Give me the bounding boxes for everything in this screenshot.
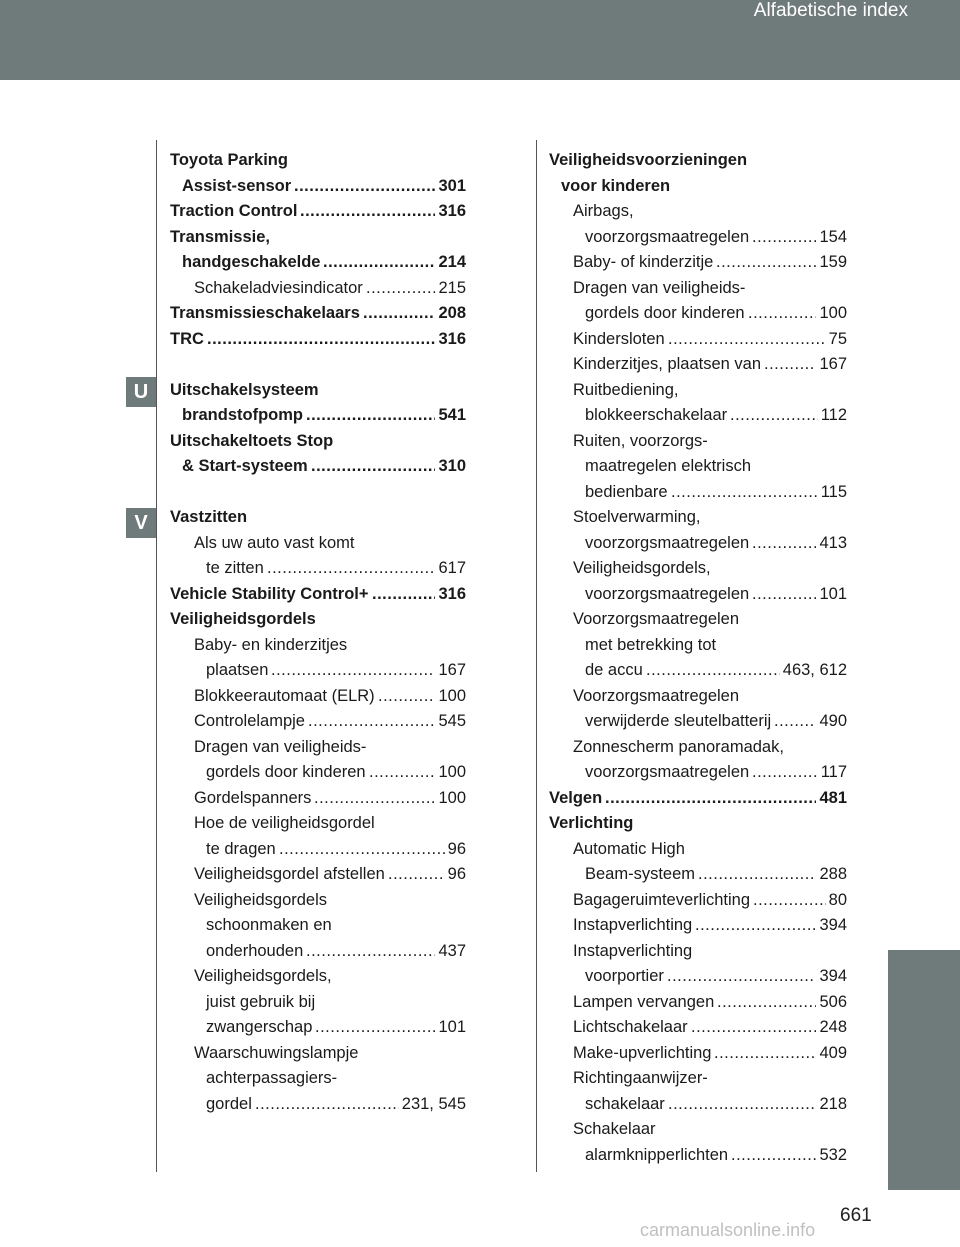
- index-term: voorzorgsmaatregelen: [585, 533, 750, 552]
- index-entry: [549, 225, 847, 251]
- index-entry: [549, 735, 847, 761]
- index-entry: [549, 276, 847, 302]
- index-entry: [170, 837, 466, 863]
- index-entry: [549, 1041, 847, 1067]
- index-term: Veiligheidsgordels: [170, 610, 316, 628]
- index-term: voorzorgsmaatregelen: [585, 763, 750, 781]
- index-entry: [170, 378, 466, 404]
- index-entry: [549, 199, 847, 225]
- page-reference[interactable]: 316: [438, 329, 466, 348]
- index-entry: [549, 148, 847, 174]
- dot-leader: [716, 250, 816, 276]
- index-term: Ruiten, voorzorgs-: [573, 431, 708, 450]
- index-entry: [170, 531, 466, 557]
- index-entry: [170, 429, 466, 455]
- page-reference[interactable]: 214: [438, 253, 466, 271]
- index-term: Veiligheidsgordels,: [194, 967, 332, 985]
- index-term: maatregelen elektrisch: [585, 457, 751, 475]
- page-reference[interactable]: 231, 545: [401, 1094, 466, 1113]
- index-term: Baby- of kinderzitje: [573, 253, 714, 271]
- dot-leader: [646, 658, 780, 684]
- dot-leader: [366, 276, 435, 302]
- page-reference[interactable]: 316: [438, 584, 466, 603]
- index-entry: [549, 658, 847, 684]
- page-reference[interactable]: 159: [819, 253, 847, 271]
- index-entry: [549, 1015, 847, 1041]
- dot-leader: [279, 837, 445, 863]
- page-reference[interactable]: 80: [828, 890, 847, 909]
- index-term: Uitschakelsysteem: [170, 380, 319, 399]
- dot-leader: [752, 760, 818, 786]
- dot-leader: [668, 1092, 816, 1118]
- index-term: Veiligheidsgordels,: [573, 559, 711, 577]
- index-entry: [170, 964, 466, 990]
- page-reference[interactable]: 490: [819, 712, 847, 730]
- index-entry: [549, 1066, 847, 1092]
- index-entry: [549, 1092, 847, 1118]
- page-reference[interactable]: 481: [819, 788, 847, 807]
- index-entry: [549, 1117, 847, 1143]
- index-term: gordels door kinderen: [585, 304, 745, 322]
- section-gap: [170, 480, 466, 506]
- page-number: 661: [840, 1205, 872, 1226]
- page-reference[interactable]: 215: [438, 278, 466, 297]
- letter-marker-v: V: [126, 508, 156, 538]
- dot-leader: [311, 454, 435, 480]
- dot-leader: [315, 1015, 435, 1041]
- index-entry: [170, 1041, 466, 1067]
- dot-leader: [748, 301, 816, 327]
- index-entry: [170, 454, 466, 480]
- dot-leader: [369, 760, 435, 786]
- index-term: Vastzitten: [170, 508, 248, 526]
- index-entry: [549, 1143, 847, 1169]
- index-term: Lichtschakelaar: [573, 1018, 688, 1036]
- index-term: Dragen van veiligheids-: [573, 278, 746, 297]
- index-entry: [170, 199, 466, 225]
- page-reference[interactable]: 541: [438, 406, 466, 424]
- page-reference[interactable]: 545: [438, 712, 466, 730]
- page-reference[interactable]: 101: [819, 584, 847, 603]
- index-entry: [549, 250, 847, 276]
- index-entry: [170, 633, 466, 659]
- index-term: onderhouden: [206, 941, 304, 960]
- index-entry: [549, 582, 847, 608]
- page-reference[interactable]: 101: [438, 1018, 466, 1036]
- index-term: te zitten: [206, 559, 264, 577]
- dot-leader: [255, 1092, 399, 1118]
- index-term: Zonnescherm panoramadak,: [573, 737, 784, 756]
- index-term: Transmissie,: [170, 227, 270, 246]
- index-entry: [170, 1092, 466, 1118]
- page-reference[interactable]: 100: [438, 763, 466, 781]
- index-term: & Start-systeem: [182, 457, 308, 475]
- index-term: voorzorgsmaatregelen: [585, 584, 750, 603]
- index-term: de accu: [585, 661, 643, 679]
- index-entry: [549, 454, 847, 480]
- dot-leader: [207, 327, 435, 353]
- dot-leader: [314, 786, 435, 812]
- index-entry: [549, 684, 847, 710]
- page-reference[interactable]: 394: [819, 967, 847, 985]
- page-reference[interactable]: 100: [438, 686, 466, 705]
- page-reference[interactable]: 617: [438, 559, 466, 577]
- index-term: Uitschakeltoets Stop: [170, 431, 334, 450]
- index-term: Kindersloten: [573, 329, 665, 348]
- page-reference[interactable]: 310: [438, 457, 466, 475]
- index-entry: [549, 174, 847, 200]
- index-term: handgeschakelde: [182, 253, 321, 271]
- index-term: plaatsen: [206, 661, 269, 679]
- dot-leader: [671, 480, 818, 506]
- index-term: TRC: [170, 329, 204, 348]
- index-term: Verlichting: [549, 814, 634, 832]
- index-entry: [170, 913, 466, 939]
- index-term: schoonmaken en: [206, 916, 332, 934]
- dot-leader: [294, 174, 435, 200]
- dot-leader: [752, 225, 816, 251]
- dot-leader: [730, 403, 818, 429]
- index-entry: [549, 811, 847, 837]
- index-entry: [549, 607, 847, 633]
- index-term: Instapverlichting: [573, 941, 693, 960]
- page-reference[interactable]: 437: [438, 941, 466, 960]
- index-term: blokkeerschakelaar: [585, 406, 728, 424]
- watermark: carmanualsonline.info: [640, 1220, 816, 1240]
- index-term: Voorzorgsmaatregelen: [573, 610, 740, 628]
- index-entry: [170, 276, 466, 302]
- dot-leader: [717, 990, 816, 1016]
- dot-leader: [388, 862, 445, 888]
- index-entry: [170, 327, 466, 353]
- section-title: Alfabetische index: [753, 0, 908, 21]
- index-term: met betrekking tot: [585, 635, 717, 654]
- index-term: gordels door kinderen: [206, 763, 366, 781]
- page-reference[interactable]: 463, 612: [782, 661, 847, 679]
- dot-leader: [691, 1015, 816, 1041]
- dot-leader: [271, 658, 435, 684]
- index-entry: [549, 556, 847, 582]
- index-entry: [549, 964, 847, 990]
- index-entry: [170, 658, 466, 684]
- index-entry: [170, 174, 466, 200]
- index-entry: [549, 327, 847, 353]
- dot-leader: [363, 301, 435, 327]
- dot-leader: [378, 684, 435, 710]
- index-term: Make-upverlichting: [573, 1043, 712, 1062]
- page-reference[interactable]: 167: [819, 355, 847, 373]
- index-term: bedienbare: [585, 482, 668, 501]
- page-reference[interactable]: 208: [438, 304, 466, 322]
- index-entry: [170, 403, 466, 429]
- index-entry: [549, 760, 847, 786]
- index-term: voor kinderen: [561, 176, 671, 195]
- page-reference[interactable]: 167: [438, 661, 466, 679]
- index-term: Beam-systeem: [585, 865, 696, 883]
- dot-leader: [714, 1041, 816, 1067]
- side-tab: [888, 950, 960, 1190]
- index-entry: [549, 862, 847, 888]
- index-term: achterpassagiers-: [206, 1069, 338, 1087]
- index-column-right: [549, 148, 847, 1168]
- index-entry: [549, 505, 847, 531]
- index-term: voorportier: [585, 967, 664, 985]
- dot-leader: [731, 1143, 816, 1169]
- index-entry: [170, 811, 466, 837]
- index-entry: [549, 990, 847, 1016]
- column-divider-left: [156, 140, 157, 1172]
- page-reference[interactable]: 96: [447, 839, 466, 858]
- page-reference[interactable]: 154: [819, 227, 847, 246]
- section-gap: [170, 352, 466, 378]
- index-term: Assist-sensor: [182, 176, 292, 195]
- index-term: Waarschuwingslampje: [194, 1043, 359, 1062]
- page-reference[interactable]: 100: [438, 788, 466, 807]
- dot-leader: [752, 531, 816, 557]
- page-reference[interactable]: 288: [819, 865, 847, 883]
- index-term: Gordelspanners: [194, 788, 312, 807]
- index-entry: [549, 913, 847, 939]
- page-reference[interactable]: 96: [447, 865, 466, 883]
- letter-marker-u: U: [126, 377, 156, 407]
- page-reference[interactable]: 100: [819, 304, 847, 322]
- index-term: Voorzorgsmaatregelen: [573, 686, 740, 705]
- column-divider-right: [536, 140, 537, 1172]
- index-entry: [170, 684, 466, 710]
- index-term: Veiligheidsvoorzieningen: [549, 151, 748, 169]
- dot-leader: [752, 582, 816, 608]
- index-entry: [170, 607, 466, 633]
- index-entry: [170, 505, 466, 531]
- dot-leader: [306, 939, 435, 965]
- index-term: verwijderde sleutelbatterij: [585, 712, 772, 730]
- page-reference[interactable]: 218: [819, 1094, 847, 1113]
- index-entry: [170, 735, 466, 761]
- dot-leader: [774, 709, 816, 735]
- index-term: Hoe de veiligheidsgordel: [194, 814, 375, 832]
- index-term: Bagageruimteverlichting: [573, 890, 751, 909]
- index-entry: [549, 403, 847, 429]
- index-entry: [549, 939, 847, 965]
- index-entry: [549, 378, 847, 404]
- page-reference[interactable]: 117: [820, 763, 847, 781]
- index-entry: [549, 480, 847, 506]
- index-term: Airbags,: [573, 202, 634, 220]
- index-entry: [549, 709, 847, 735]
- page-reference[interactable]: 115: [820, 482, 847, 501]
- page-reference[interactable]: 75: [828, 329, 847, 348]
- header-bar: [0, 0, 960, 80]
- page-reference[interactable]: 532: [819, 1145, 847, 1164]
- dot-leader: [764, 352, 816, 378]
- index-term: gordel: [206, 1094, 252, 1113]
- index-entry: [549, 837, 847, 863]
- index-entry: [549, 352, 847, 378]
- index-term: Schakeladviesindicator: [194, 278, 363, 297]
- dot-leader: [668, 327, 826, 353]
- index-term: Kinderzitjes, plaatsen van: [573, 355, 762, 373]
- index-entry: [170, 225, 466, 251]
- dot-leader: [695, 913, 816, 939]
- page-reference[interactable]: 409: [819, 1043, 847, 1062]
- index-entry: [549, 888, 847, 914]
- page-reference[interactable]: 112: [820, 406, 847, 424]
- index-term: brandstofpomp: [182, 406, 303, 424]
- index-entry: [170, 1015, 466, 1041]
- index-term: Blokkeerautomaat (ELR): [194, 686, 375, 705]
- dot-leader: [605, 786, 816, 812]
- index-term: Traction Control: [170, 202, 298, 220]
- page-reference[interactable]: 394: [819, 916, 847, 934]
- page-reference[interactable]: 506: [819, 992, 847, 1011]
- index-term: Controlelampje: [194, 712, 305, 730]
- index-term: Richtingaanwijzer-: [573, 1069, 708, 1087]
- index-term: te dragen: [206, 839, 276, 858]
- index-term: Baby- en kinderzitjes: [194, 635, 348, 654]
- index-term: schakelaar: [585, 1094, 665, 1113]
- dot-leader: [667, 964, 816, 990]
- index-term: juist gebruik bij: [206, 992, 316, 1011]
- index-entry: [170, 709, 466, 735]
- dot-leader: [267, 556, 435, 582]
- index-entry: [170, 760, 466, 786]
- index-term: Schakelaar: [573, 1120, 656, 1138]
- index-entry: [170, 582, 466, 608]
- index-entry: [549, 786, 847, 812]
- dot-leader: [372, 582, 435, 608]
- index-entry: [549, 633, 847, 659]
- page-reference[interactable]: 413: [819, 533, 847, 552]
- index-term: voorzorgsmaatregelen: [585, 227, 750, 246]
- page-reference[interactable]: 301: [438, 176, 466, 195]
- index-term: Vehicle Stability Control+: [170, 584, 369, 603]
- index-entry: [170, 556, 466, 582]
- index-term: Velgen: [549, 788, 603, 807]
- page-reference[interactable]: 248: [819, 1018, 847, 1036]
- index-entry: [170, 148, 466, 174]
- dot-leader: [698, 862, 816, 888]
- index-term: alarmknipperlichten: [585, 1145, 729, 1164]
- index-entry: [549, 531, 847, 557]
- index-entry: [170, 301, 466, 327]
- dot-leader: [300, 199, 435, 225]
- index-term: Dragen van veiligheids-: [194, 737, 367, 756]
- dot-leader: [306, 403, 435, 429]
- index-term: Instapverlichting: [573, 916, 693, 934]
- index-term: Als uw auto vast komt: [194, 533, 355, 552]
- index-term: Stoelverwarming,: [573, 508, 701, 526]
- index-entry: [170, 990, 466, 1016]
- index-term: zwangerschap: [206, 1018, 313, 1036]
- index-term: Automatic High: [573, 839, 685, 858]
- index-term: Ruitbediening,: [573, 380, 679, 399]
- index-term: Veiligheidsgordels: [194, 890, 328, 909]
- index-entry: [170, 786, 466, 812]
- index-entry: [170, 862, 466, 888]
- index-entry: [170, 250, 466, 276]
- index-entry: [170, 939, 466, 965]
- dot-leader: [308, 709, 435, 735]
- index-entry: [170, 888, 466, 914]
- index-term: Veiligheidsgordel afstellen: [194, 865, 385, 883]
- dot-leader: [753, 888, 826, 914]
- index-entry: [549, 429, 847, 455]
- index-term: Toyota Parking: [170, 151, 288, 169]
- index-column-left: [170, 148, 466, 1117]
- index-term: Lampen vervangen: [573, 992, 715, 1011]
- index-entry: [170, 1066, 466, 1092]
- dot-leader: [323, 250, 435, 276]
- index-term: Transmissieschakelaars: [170, 304, 360, 322]
- index-entry: [549, 301, 847, 327]
- page-reference[interactable]: 316: [438, 202, 466, 220]
